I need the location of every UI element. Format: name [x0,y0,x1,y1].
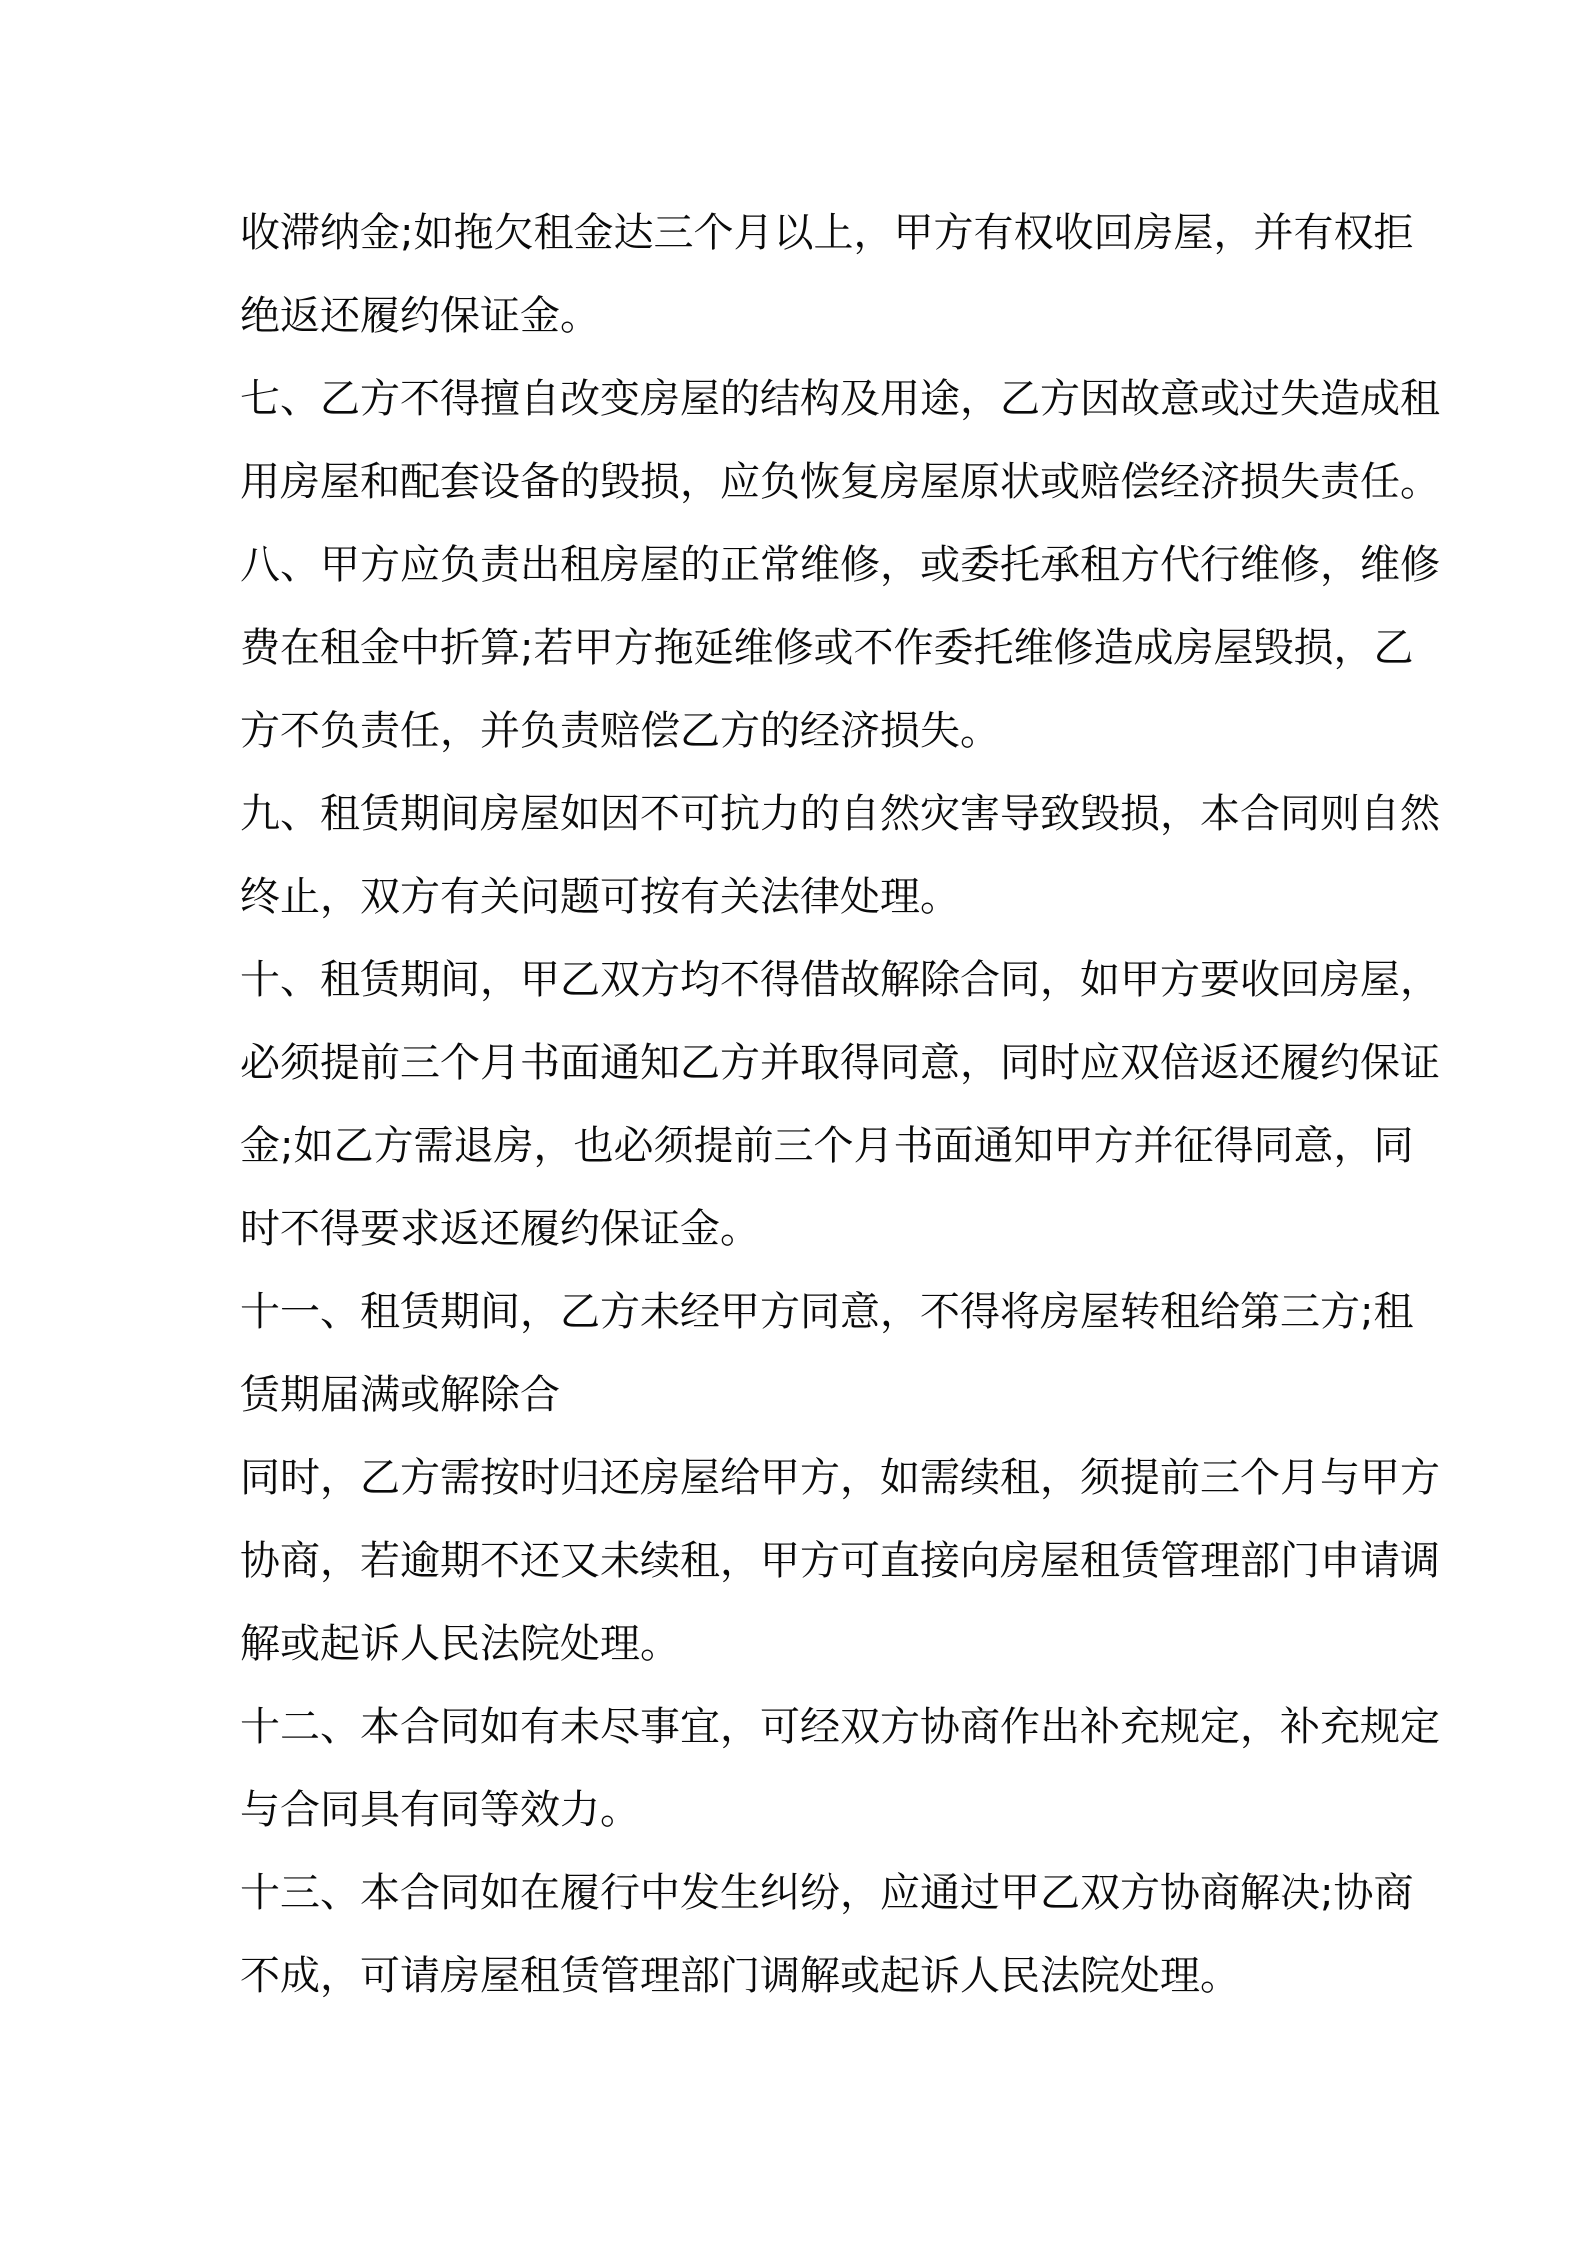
text-line: 十一、租赁期间，乙方未经甲方同意，不得将房屋转租给第三方;租 [240,1289,1414,1335]
text-line: 与合同具有同等效力。 [240,1787,640,1833]
text-line: 九、租赁期间房屋如因不可抗力的自然灾害导致毁损，本合同则自然 [240,791,1440,837]
text-line: 用房屋和配套设备的毁损，应负恢复房屋原状或赔偿经济损失责任。 [240,459,1440,505]
text-line: 八、甲方应负责出租房屋的正常维修，或委托承租方代行维修，维修 [240,542,1440,588]
text-line: 解或起诉人民法院处理。 [240,1621,680,1667]
text-line: 绝返还履约保证金。 [240,293,600,339]
text-line: 不成，可请房屋租赁管理部门调解或起诉人民法院处理。 [240,1953,1240,1999]
text-line: 时不得要求返还履约保证金。 [240,1206,760,1252]
text-line: 协商，若逾期不还又未续租，甲方可直接向房屋租赁管理部门申请调 [240,1538,1440,1584]
text-line: 方不负责任，并负责赔偿乙方的经济损失。 [240,708,1000,754]
text-line: 费在租金中折算;若甲方拖延维修或不作委托维修造成房屋毁损，乙 [240,625,1414,671]
text-line: 终止，双方有关问题可按有关法律处理。 [240,874,960,920]
text-line: 必须提前三个月书面通知乙方并取得同意，同时应双倍返还履约保证 [240,1040,1440,1086]
document-body [240,192,1440,2018]
text-line: 赁期届满或解除合 [240,1372,560,1418]
text-line: 金;如乙方需退房，也必须提前三个月书面通知甲方并征得同意，同 [240,1123,1414,1169]
text-line: 七、乙方不得擅自改变房屋的结构及用途，乙方因故意或过失造成租 [240,376,1440,422]
text-line: 同时，乙方需按时归还房屋给甲方，如需续租，须提前三个月与甲方 [240,1455,1440,1501]
text-line: 收滞纳金;如拖欠租金达三个月以上，甲方有权收回房屋，并有权拒 [240,210,1414,256]
text-line: 十、租赁期间，甲乙双方均不得借故解除合同，如甲方要收回房屋， [240,957,1440,1003]
text-line: 十三、本合同如在履行中发生纠纷，应通过甲乙双方协商解决;协商 [240,1870,1414,1916]
text-line: 十二、本合同如有未尽事宜，可经双方协商作出补充规定，补充规定 [240,1704,1440,1750]
